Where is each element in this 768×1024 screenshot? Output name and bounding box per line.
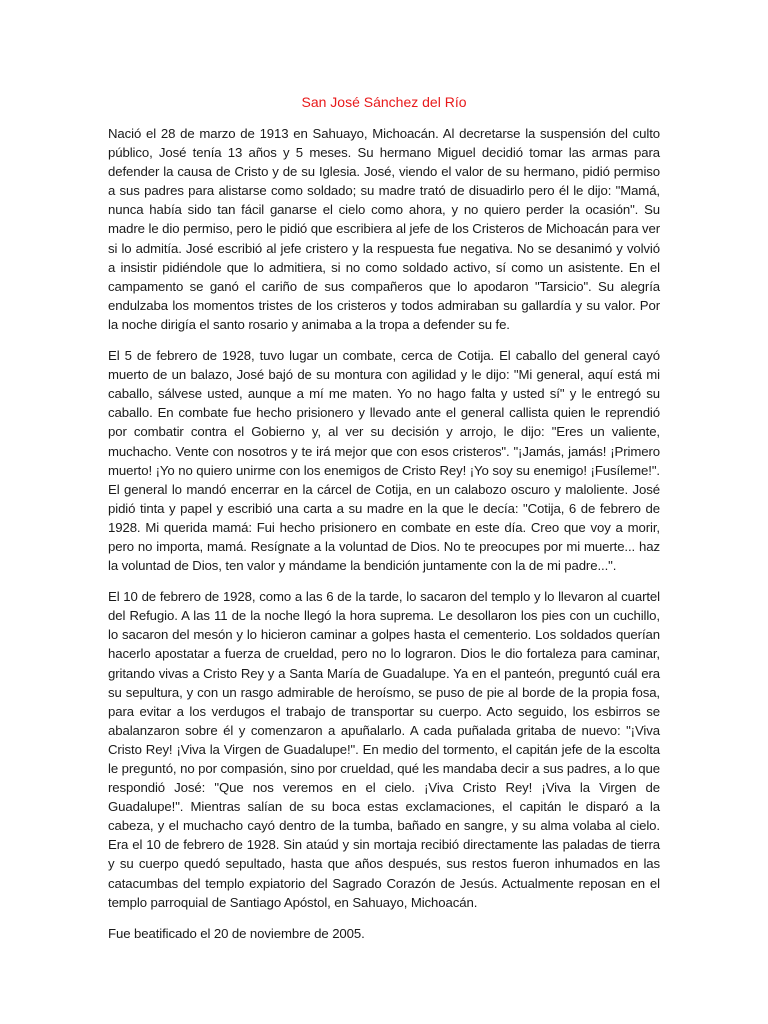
paragraph-capture: El 5 de febrero de 1928, tuvo lugar un combate, cerca de Cotija. El caballo del general cayó muerto de un balazo, José bajó de su montura con agilidad y le dijo: "Mi general, aquí está mi caballo, sálvese usted, aunque a mí me maten. Yo no hago falta y usted sí" y le entregó su caballo. En combate fue hecho prisionero y llevado ante el general callista quien le reprendió por combatir contra el Gobierno y, al ver su decisión y arrojo, le dijo: "Eres un valiente, muchacho. Vente con nosotros y te irá mejor que con esos cristeros". "¡Jamás, jamás! ¡Primero muerto! ¡Yo no quiero unirme con los enemigos de Cristo Rey! ¡Yo soy su enemigo! ¡Fusíleme!". El general lo mandó encerrar en la cárcel de Cotija, en un calabozo oscuro y maloliente. José pidió tinta y papel y escribió una carta a su madre en la que le decía: "Cotija, 6 de febrero de 1928. Mi querida mamá: Fui hecho prisionero en combate en este día. Creo que voy a morir, pero no importa, mamá. Resígnate a la voluntad de Dios. No te preocupes por mi muerte... haz la voluntad de Dios, ten valor y mándame la bendición juntamente con la de mi padre...". (108, 348, 660, 574)
paragraph-birth: Nació el 28 de marzo de 1913 en Sahuayo, Michoacán. Al decretarse la suspensión del culto público, José tenía 13 años y 5 meses. Su hermano Miguel decidió tomar las armas para defender la causa de Cristo y de su Iglesia. José, viendo el valor de su hermano, pidió permiso a sus padres para alistarse como soldado; su madre trató de disuadirlo pero él le dijo: "Mamá, nunca había sido tan fácil ganarse el cielo como ahora, y no quiero perder la ocasión". Su madre le dio permiso, pero le pidió que escribiera al jefe de los Cristeros de Michoacán para ver si lo admitía. José escribió al jefe cristero y la respuesta fue negativa. No se desanimó y volvió a insistir pidiéndole que lo admitiera, si no como soldado activo, sí como un asistente. En el campamento se ganó el cariño de sus compañeros que lo apodaron "Tarsicio". Su alegría endulzaba los momentos tristes de los cristeros y todos admiraban su gallardía y su valor. Por la noche dirigía el santo rosario y animaba a la tropa a defender su fe. (108, 126, 660, 332)
paragraph-martyrdom: El 10 de febrero de 1928, como a las 6 de la tarde, lo sacaron del templo y lo llevaron al cuartel del Refugio. A las 11 de la noche llegó la hora suprema. Le desollaron los pies con un cuchillo, lo sacaron del mesón y lo hicieron caminar a golpes hasta el cementerio. Los soldados querían hacerlo apostatar a fuerza de crueldad, pero no lo lograron. Dios le dio fortaleza para caminar, gritando vivas a Cristo Rey y a Santa María de Guadalupe. Ya en el panteón, preguntó cuál era su sepultura, y con un rasgo admirable de heroísmo, se puso de pie al borde de la propia fosa, para evitar a los verdugos el trabajo de transportar su cuerpo. Acto seguido, los esbirros se abalanzaron sobre él y comenzaron a apuñalarlo. A cada puñalada gritaba de nuevo: "¡Viva Cristo Rey! ¡Viva la Virgen de Guadalupe!". En medio del tormento, el capitán jefe de la escolta le preguntó, no por compasión, sino por crueldad, qué les mandaba decir a sus padres, a lo que respondió José: "Que nos veremos en el cielo. ¡Viva Cristo Rey! ¡Viva la Virgen de Guadalupe!". Mientras salían de su boca estas exclamaciones, el capitán le disparó a la cabeza, y el muchacho cayó dentro de la tumba, bañado en sangre, y su alma volaba al cielo. Era el 10 de febrero de 1928. Sin ataúd y sin mortaja recibió directamente las paladas de tierra y su cuerpo quedó sepultado, hasta que años después, sus restos fueron inhumados en las catacumbas del templo expiatorio del Sagrado Corazón de Jesús. Actualmente reposan en el templo parroquial de Santiago Apóstol, en Sahuayo, Michoacán. (108, 589, 660, 910)
paragraph-beatification: Fue beatificado el 20 de noviembre de 2005. (108, 925, 365, 941)
document-title: San José Sánchez del Río (301, 94, 467, 110)
